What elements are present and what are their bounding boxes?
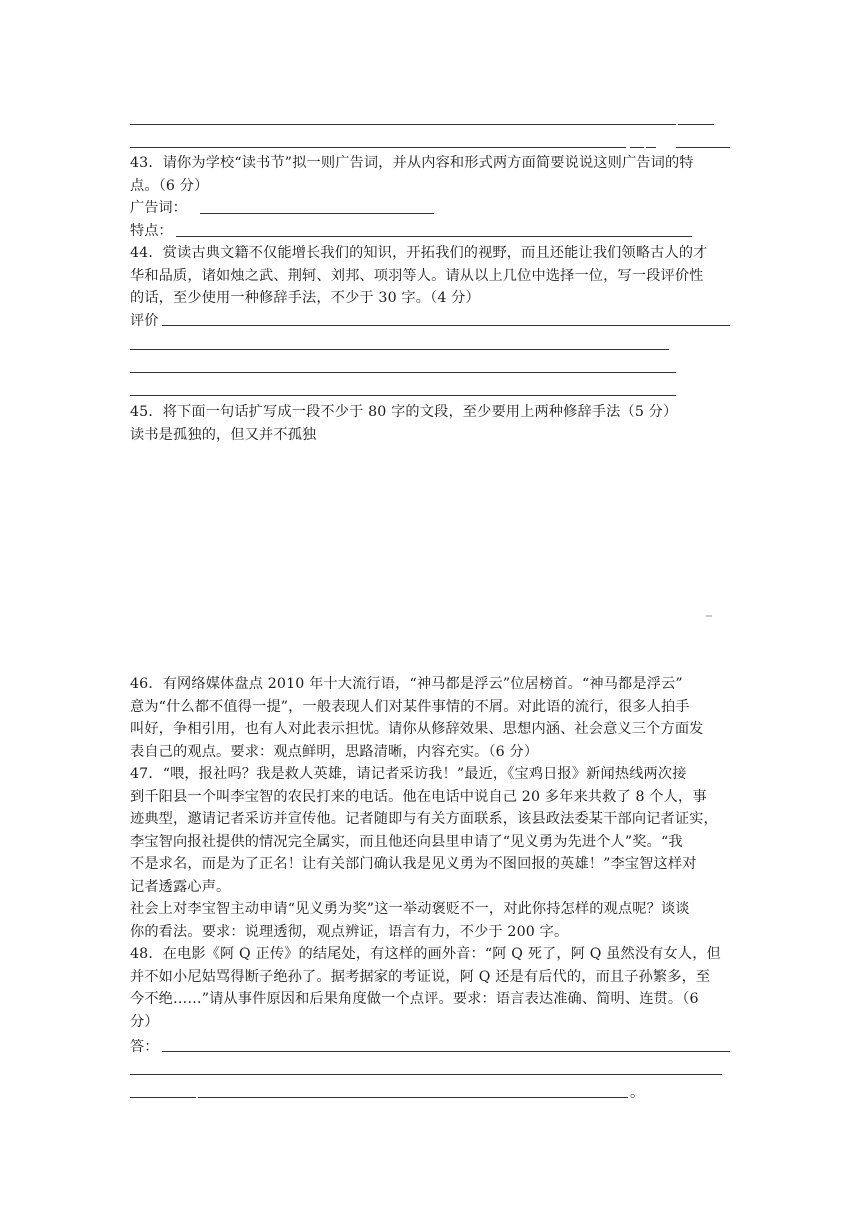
question-47-line: 不是求名，而是为了正名！让有关部门确认我是见义勇为不图回报的英雄！”李宝智这样对 — [130, 856, 697, 872]
question-46-line: 叫好，争相引用，也有人对此表示担忧。请你从修辞效果、思想内涵、社会意义三个方面发 — [130, 721, 704, 737]
evaluation-answer-line[interactable] — [162, 325, 730, 326]
question-43-line: 点。（6 分） — [130, 177, 209, 194]
ad-slogan-label: 广告词： — [130, 200, 187, 216]
question-45-line: 45．将下面一句话扩写成一段不少于 80 字的文段，至少要用上两种修辞手法（5 分） — [130, 404, 678, 420]
answer-line — [646, 147, 656, 148]
q48-answer-line[interactable] — [162, 1051, 730, 1052]
question-44-line: 44．赏读古典文籍不仅能增长我们的知识，开拓我们的视野，而且还能让我们领略古人的才 — [130, 245, 708, 261]
question-46 — [130, 673, 730, 763]
question-43-line: 43．请你为学校“读书节”拟一则广告词，并从内容和形式两方面简要说说这则广告词的特 — [130, 155, 694, 171]
question-48-line: 48．在电影《阿 Q 正传》的结尾处，有这样的画外音：“阿 Q 死了，阿 Q 虽然没有女人，但 — [130, 946, 721, 962]
answer-label: 答： — [130, 1039, 159, 1055]
question-47-line: 记者透露心声。 — [130, 878, 231, 895]
evaluation-answer-line[interactable] — [130, 349, 669, 350]
question-45-line: 读书是孤独的，但又并不孤独 — [130, 426, 317, 443]
question-47-line: 社会上对李宝智主动申请“见义勇为奖”这一举动褒贬不一，对此你持怎样的观点呢？谈谈 — [130, 901, 690, 917]
question-47-line: 李宝智向报社提供的情况完全属实，而且他还向县里申请了“见义勇为先进个人”奖。“我 — [130, 833, 683, 850]
answer-line — [676, 147, 730, 148]
question-44-line: 的话，至少使用一种修辞手法，不少于 30 字。（4 分） — [130, 290, 480, 306]
question-44-line: 华和品质，诸如烛之武、荆轲、刘邦、项羽等人。请从以上几位中选择一位，写一段评价性 — [130, 267, 704, 284]
question-46-line: 46．有网络媒体盘点 2010 年十大流行语，“神马都是浮云”位居榜首。“神马都是浮云” — [130, 676, 683, 692]
question-46-line: 意为“什么都不值得一提”，一般表现人们对某件事情的不屑。对此语的流行，很多人拍手 — [130, 698, 690, 715]
question-47-line: 你的看法。要求：说理透彻，观点辨证，语言有力，不少于 200 字。 — [130, 923, 569, 940]
question-43 — [130, 152, 730, 197]
answer-line — [130, 124, 676, 125]
question-47 — [130, 763, 730, 943]
evaluation-answer-line[interactable] — [130, 395, 676, 396]
answer-line — [678, 124, 714, 125]
question-48-line: 并不如小尼姑骂得断子绝孙了。据考据家的考证说，阿 Q 还是有后代的，而且子孙繁多，至 — [130, 968, 711, 985]
evaluation-answer-line[interactable] — [130, 372, 676, 373]
feature-label: 特点： — [130, 223, 173, 239]
question-48-line: 分） — [130, 1013, 159, 1030]
q48-answer-line[interactable] — [198, 1097, 628, 1098]
q48-answer-line[interactable] — [130, 1097, 196, 1098]
question-47-line: 到千阳县一个叫李宝智的农民打来的电话。他在电话中说自己 20 多年来共救了 8 个人，事 — [130, 788, 707, 805]
question-45 — [130, 401, 730, 446]
speck-mark — [706, 615, 712, 617]
question-48-line: 今不绝……”请从事件原因和后果角度做一个点评。要求：语言表达准确、简明、连贯。（6 — [130, 991, 699, 1007]
question-46-line: 表自己的观点。要求：观点鲜明，思路清晰，内容充实。（6 分） — [130, 743, 539, 760]
end-period: 。 — [630, 1085, 645, 1101]
question-48 — [130, 943, 730, 1033]
question-44 — [130, 242, 730, 310]
question-47-line: 47．“喂，报社吗？我是救人英雄，请记者采访我！”最近，《宝鸡日报》新闻热线两次接 — [130, 766, 687, 782]
answer-line — [630, 147, 644, 148]
evaluation-label: 评价 — [130, 313, 159, 329]
question-47-line: 迹典型，邀请记者采访并宣传他。记者随即与有关方面联系，该县政法委某干部向记者证实， — [130, 811, 718, 827]
feature-answer-line[interactable] — [176, 236, 692, 237]
ad-slogan-answer-line[interactable] — [200, 213, 434, 214]
q48-answer-line[interactable] — [130, 1074, 722, 1075]
answer-line — [130, 147, 626, 148]
